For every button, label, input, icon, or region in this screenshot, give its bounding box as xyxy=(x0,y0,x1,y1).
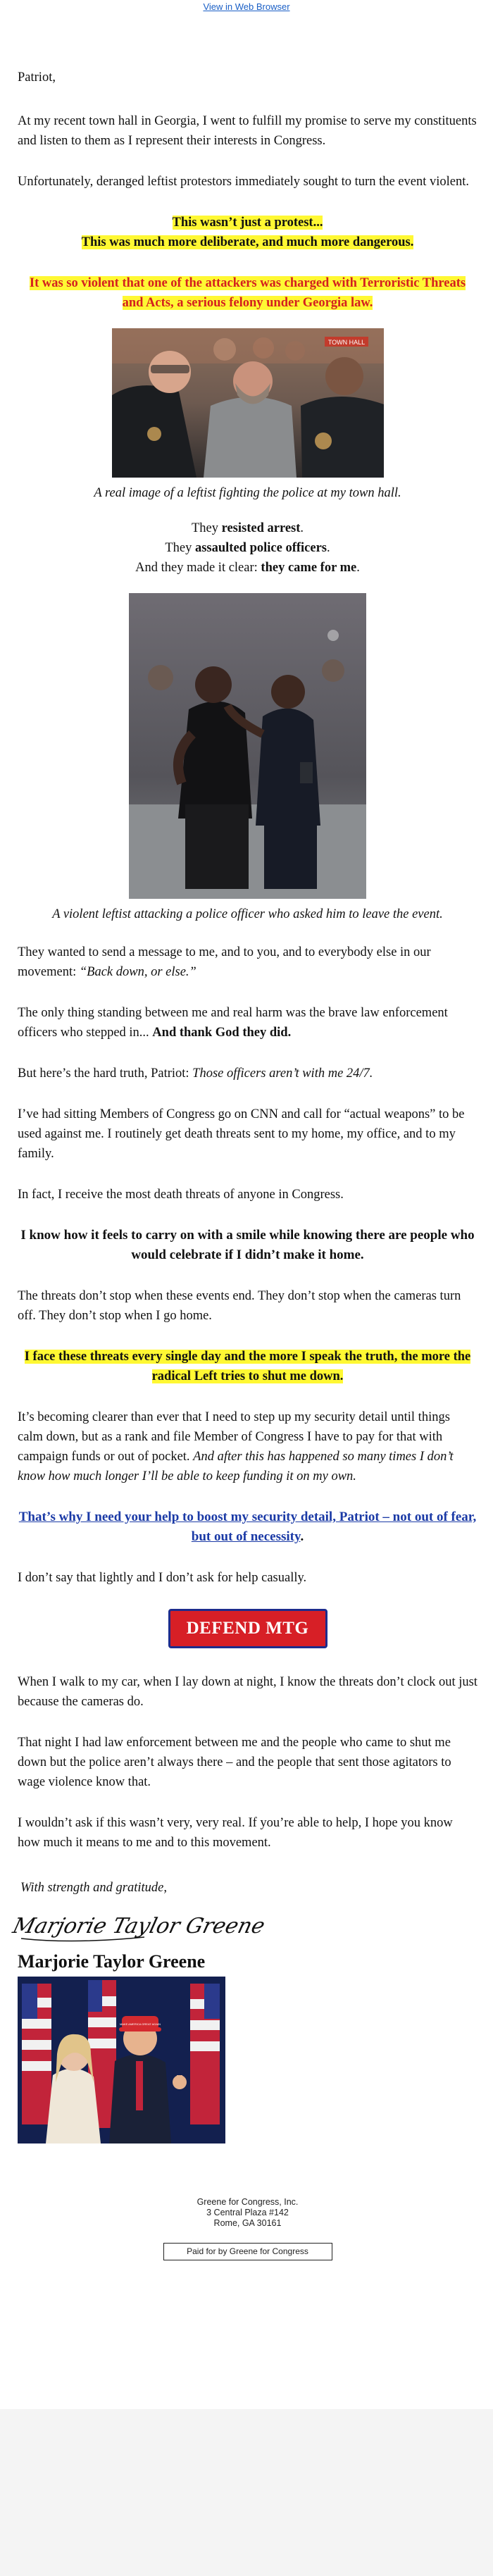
signature-text: Marjorie Taylor Greene xyxy=(10,1914,268,1939)
highlight-line-1: This wasn’t just a protest... xyxy=(172,216,323,230)
highlight-speak-truth-text: I face these threats every single day and the more I speak the truth, the more the radical Left tries to shut me down. xyxy=(24,1350,471,1383)
signer-name: Marjorie Taylor Greene xyxy=(18,1951,206,1972)
paragraph-lightly: I don’t say that lightly and I don’t ask for help casually. xyxy=(18,1571,307,1585)
paragraph-walk: When I walk to my car, when I lay down at night, I know the threats don’t clock out just because the cameras do. xyxy=(18,1675,478,1709)
line-came-for-me xyxy=(18,558,478,578)
hat-text: MAKE AMERICA GREAT AGAIN xyxy=(119,2022,161,2026)
bold-smile: I know how it feels to carry on with a smile while knowing there are people who would celebrate if I didn’t make it home. xyxy=(20,1228,475,1262)
hard-truth-pre: But here’s the hard truth, Patriot: xyxy=(18,1066,193,1081)
security-pre: It’s becoming clearer than ever that I need to step up my security detail until things calm down, but as a rank and file Member of Congress I have to pay for that with campaign funds or out of pocket. xyxy=(18,1410,450,1464)
greeting: Patriot, xyxy=(18,70,56,85)
assault-bold: assaulted police officers xyxy=(194,541,327,555)
closing: With strength and gratitude, xyxy=(20,1881,167,1895)
paragraph-no-stop: The threats don’t stop when these events end. They don’t stop when the cameras turn off. They don’t stop when I go home. xyxy=(18,1289,461,1323)
came-pre: And they made it clear: xyxy=(135,561,261,575)
paragraph-security xyxy=(18,1407,478,1486)
caption-photo-1: A real image of a leftist fighting the police at my town hall. xyxy=(94,486,401,500)
paragraph-cnn: I’ve had sitting Members of Congress go on CNN and call for “actual weapons” to be used against me. I routinely get death threats sent to my home, my office, and to my family. xyxy=(18,1107,465,1161)
highlight-felony xyxy=(18,273,478,313)
cta-period: . xyxy=(300,1529,304,1544)
defend-mtg-button[interactable]: DEFEND MTG xyxy=(168,1609,327,1648)
photo-mtg-trump-illustration xyxy=(18,1977,225,2143)
paragraph-most-threats: In fact, I receive the most death threats of anyone in Congress. xyxy=(18,1188,344,1202)
paragraph-violent: Unfortunately, deranged leftist protestors immediately sought to turn the event violent. xyxy=(18,175,470,189)
signature-script xyxy=(10,1903,268,1946)
assault-pre: They xyxy=(165,541,195,555)
officers-pre: The only thing standing between me and real harm was the brave law enforcement officers who stepped in... xyxy=(18,1006,448,1040)
cta-security-link[interactable]: That’s why I need your help to boost my security detail, Patriot – not out of fear, but out of necessity xyxy=(18,1510,477,1544)
resist-bold: resisted arrest xyxy=(221,521,301,535)
paragraph-that-night: That night I had law enforcement between me and the people who came to shut me down but the police aren’t always there – and the people that sent those agitators to wage violence know that. xyxy=(18,1736,451,1789)
security-italic: And after this has happened so many times I don’t know how much longer I’ll be able to keep funding it on my own. xyxy=(18,1450,454,1483)
photo-attacker-illustration xyxy=(129,593,366,899)
assault-post: . xyxy=(327,541,330,555)
email-body xyxy=(0,14,493,2409)
photo-attacker-officer xyxy=(129,593,366,899)
highlight-speak-truth xyxy=(18,1347,478,1386)
highlight-not-a-protest xyxy=(18,213,478,252)
view-in-browser-link[interactable]: View in Web Browser xyxy=(203,1,290,12)
officers-bold: And thank God they did. xyxy=(152,1026,292,1040)
paragraph-hard-truth xyxy=(18,1064,478,1083)
photo-patch-text: TOWN HALL xyxy=(327,339,365,346)
photo-town-hall-illustration xyxy=(112,328,384,478)
photo-town-hall-scuffle xyxy=(112,328,384,478)
paragraph-officers xyxy=(18,1003,478,1043)
came-bold: they came for me xyxy=(261,561,357,575)
highlight-felony-text: It was so violent that one of the attackers was charged with Terroristic Threats and Acts, a serious felony under Georgia law. xyxy=(29,276,466,310)
message-italic: “Back down, or else.” xyxy=(79,965,196,979)
paragraph-ask: I wouldn’t ask if this wasn’t very, very real. If you’re able to help, I hope you know how much it means to me and to this movement. xyxy=(18,1816,453,1850)
photo-mtg-trump xyxy=(18,1977,225,2143)
resist-post: . xyxy=(300,521,304,535)
footer-org: Greene for Congress, Inc. xyxy=(196,2197,299,2207)
hard-truth-italic: Those officers aren’t with me 24/7. xyxy=(192,1066,373,1081)
paragraph-town-hall: At my recent town hall in Georgia, I went to fulfill my promise to serve my constituents and listen to them as I represent their interests in Congress. xyxy=(18,114,477,148)
line-assaulted-police xyxy=(18,538,478,558)
paid-for-disclaimer: Paid for by Greene for Congress xyxy=(163,2243,332,2260)
line-resisted-arrest xyxy=(18,518,478,538)
caption-photo-2: A violent leftist attacking a police officer who asked him to leave the event. xyxy=(52,907,443,921)
highlight-line-2: This was much more deliberate, and much more dangerous. xyxy=(81,235,414,249)
footer-address-1: 3 Central Plaza #142 xyxy=(206,2208,289,2217)
footer xyxy=(18,2197,478,2260)
signature-image xyxy=(10,1903,478,1946)
message-pre: They wanted to send a message to me, and to you, and to everybody else in our movement: xyxy=(18,945,431,979)
resist-pre: They xyxy=(191,521,222,535)
view-in-browser-bar xyxy=(0,0,493,14)
came-post: . xyxy=(356,561,360,575)
cta-security-line xyxy=(18,1507,478,1547)
footer-address-2: Rome, GA 30161 xyxy=(213,2218,282,2228)
paragraph-message xyxy=(18,942,478,982)
